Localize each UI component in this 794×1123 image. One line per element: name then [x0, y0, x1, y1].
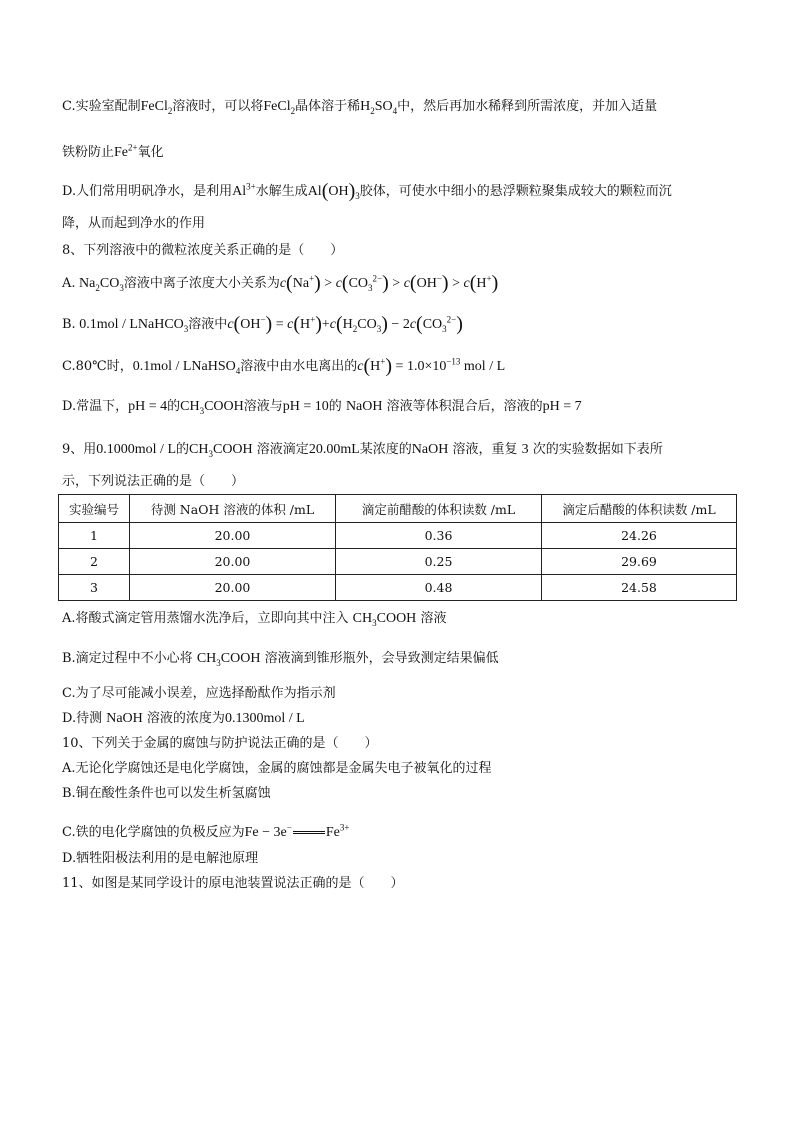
table-cell: 20.00 — [130, 575, 336, 601]
formula-proton-balance: $c(OH^-) = c(H^+)+c(H_2CO_3) - 2c(CO_3^{2-})$ — [227, 313, 463, 335]
formula-ph7: pH = 7 — [542, 399, 582, 414]
table-header: 滴定前醋酸的体积读数 /mL — [336, 495, 542, 523]
question-9-line1: 9、用0.1000mol / L的$CH_3COOH$ 溶液滴定20.00mL某浓度的NaOH 溶液，重复 3 次的实验数据如下表所 — [62, 442, 663, 459]
formula-naoh-q9: NaOH — [411, 442, 449, 457]
table-header: 滴定后醋酸的体积读数 /mL — [542, 495, 737, 523]
table-cell: 20.00 — [130, 549, 336, 575]
reaction-arrow — [293, 831, 325, 834]
table-header: 待测 NaOH 溶液的体积 /mL — [130, 495, 336, 523]
table-cell: 20.00 — [130, 523, 336, 549]
option-10d: D.牺牲阳极法利用的是电解池原理 — [62, 851, 259, 866]
formula-ch3cooh-q9: $CH_3COOH$ — [189, 442, 253, 459]
formula-nahso4: 0.1mol / LNaHSO$_4$ — [132, 359, 241, 376]
formula-fe2plus: $Fe^{2+}$ — [114, 142, 138, 160]
option-9a: A.将酸式滴定管用蒸馏水洗净后，立即向其中注入 $CH_3COOH$ 溶液 — [62, 611, 447, 628]
formula-conc9: 0.1000mol / L — [96, 442, 177, 457]
table-cell: 24.26 — [542, 523, 737, 549]
option-7d-line2: 降，从而起到净水的作用 — [62, 216, 206, 231]
option-9c: C.为了尽可能减小误差，应选择酚酞作为指示剂 — [62, 686, 336, 701]
formula-times9: 3 — [521, 442, 529, 457]
table-row — [59, 549, 737, 575]
option-8b: B. 0.1mol / LNaHCO$_3$溶液中$c(OH^-) = c(H^+)+c(H_2CO_3) - 2c(CO_3^{2-})$ — [62, 313, 463, 335]
table-cell: 0.25 — [336, 549, 542, 575]
formula-naoh-9d: NaOH — [106, 711, 143, 726]
formula-h-conc: $c(H^+) = 1.0\times 10^{-13}$ mol / L — [357, 355, 506, 377]
formula-ch3cooh: $CH_3COOH$ — [180, 399, 244, 416]
option-7c-line2: 铁粉防止$Fe^{2+}$氧化 — [62, 142, 164, 160]
formula-naoh: NaOH — [345, 399, 383, 414]
question-8: 8、下列溶液中的微粒浓度关系正确的是（ ） — [62, 243, 344, 258]
formula-aloh3: $Al(OH)_3$ — [307, 180, 360, 202]
table-header: 实验编号 — [59, 495, 130, 523]
experiment-table — [58, 494, 737, 601]
option-8d: D.常温下，pH = 4的$CH_3COOH$溶液与pH = 10的 NaOH 溶液等体积混合后，溶液的pH = 7 — [62, 399, 582, 416]
option-10b: B.铜在酸性条件也可以发生析氢腐蚀 — [62, 786, 271, 801]
formula-ch3cooh-9b: $CH_3COOH$ — [196, 651, 261, 668]
option-7d-line1: D.人们常用明矾净水，是利用$Al^{3+}$水解生成$Al(OH)_3$胶体，可使水中细小的悬浮颗粒聚集成较大的颗粒而沉 — [62, 180, 672, 202]
question-9-line2: 示，下列说法正确的是（ ） — [62, 474, 245, 489]
formula-fe-anode: Fe − 3e− $Fe^{3+}$ — [244, 822, 350, 840]
question-10: 10、下列关于金属的腐蚀与防护说法正确的是（ ） — [62, 736, 378, 751]
formula-conc9d: 0.1300mol / L — [224, 711, 305, 726]
table-cell: 3 — [59, 575, 130, 601]
table-cell: 1 — [59, 523, 130, 549]
formula-fecl2-b: FeCl$_2$ — [263, 99, 296, 116]
table-cell: 29.69 — [542, 549, 737, 575]
option-8c: C.80℃时，0.1mol / LNaHSO$_4$溶液中由水电离出的$c(H^+) = 1.0\times 10^{-13}$ mol / L — [62, 355, 506, 377]
table-cell: 24.58 — [542, 575, 737, 601]
formula-na2co3: $Na_2CO_3$ — [79, 276, 124, 293]
option-7c-line1: C.实验室配制FeCl$_2$溶液时，可以将FeCl$_2$晶体溶于稀$H_2SO_4$中，然后再加水稀释到所需浓度，并加入适量 — [62, 99, 658, 116]
option-9b: B.滴定过程中不小心将 $CH_3COOH$ 溶液滴到锥形瓶外，会导致测定结果偏低 — [62, 651, 499, 668]
option-8a: A. $Na_2CO_3$溶液中离子浓度大小关系为$c(Na^+) > c(CO_3^{2-}) > c(OH^-) > c(H^+)$ — [62, 272, 499, 294]
question-11: 11、如图是某同学设计的原电池装置说法正确的是（ ） — [62, 876, 404, 891]
formula-h2so4: $H_2SO_4$ — [360, 99, 398, 116]
table-cell: 2 — [59, 549, 130, 575]
formula-ph10: pH = 10 — [282, 399, 329, 414]
formula-ion-order: $c(Na^+) > c(CO_3^{2-}) > c(OH^-) > c(H^+)$ — [279, 272, 499, 294]
option-9d: D.待测 NaOH 溶液的浓度为0.1300mol / L — [62, 711, 305, 726]
formula-ph4: pH = 4 — [128, 399, 168, 414]
table-cell: 0.48 — [336, 575, 542, 601]
table-header-row — [59, 495, 737, 523]
option-10c: C.铁的电化学腐蚀的负极反应为Fe − 3e− $Fe^{3+}$ — [62, 822, 350, 840]
formula-al3plus: $Al^{3+}$ — [232, 181, 256, 199]
table-cell: 0.36 — [336, 523, 542, 549]
formula-fecl2: FeCl$_2$ — [140, 99, 173, 116]
table-row — [59, 575, 737, 601]
option-10a: A.无论化学腐蚀还是电化学腐蚀，金属的腐蚀都是金属失电子被氧化的过程 — [62, 761, 492, 776]
formula-ch3cooh-9a: $CH_3COOH$ — [352, 611, 417, 628]
formula-nahco3: 0.1mol / LNaHCO$_3$ — [79, 317, 189, 334]
table-row — [59, 523, 737, 549]
formula-vol9: 20.00mL — [308, 442, 360, 457]
